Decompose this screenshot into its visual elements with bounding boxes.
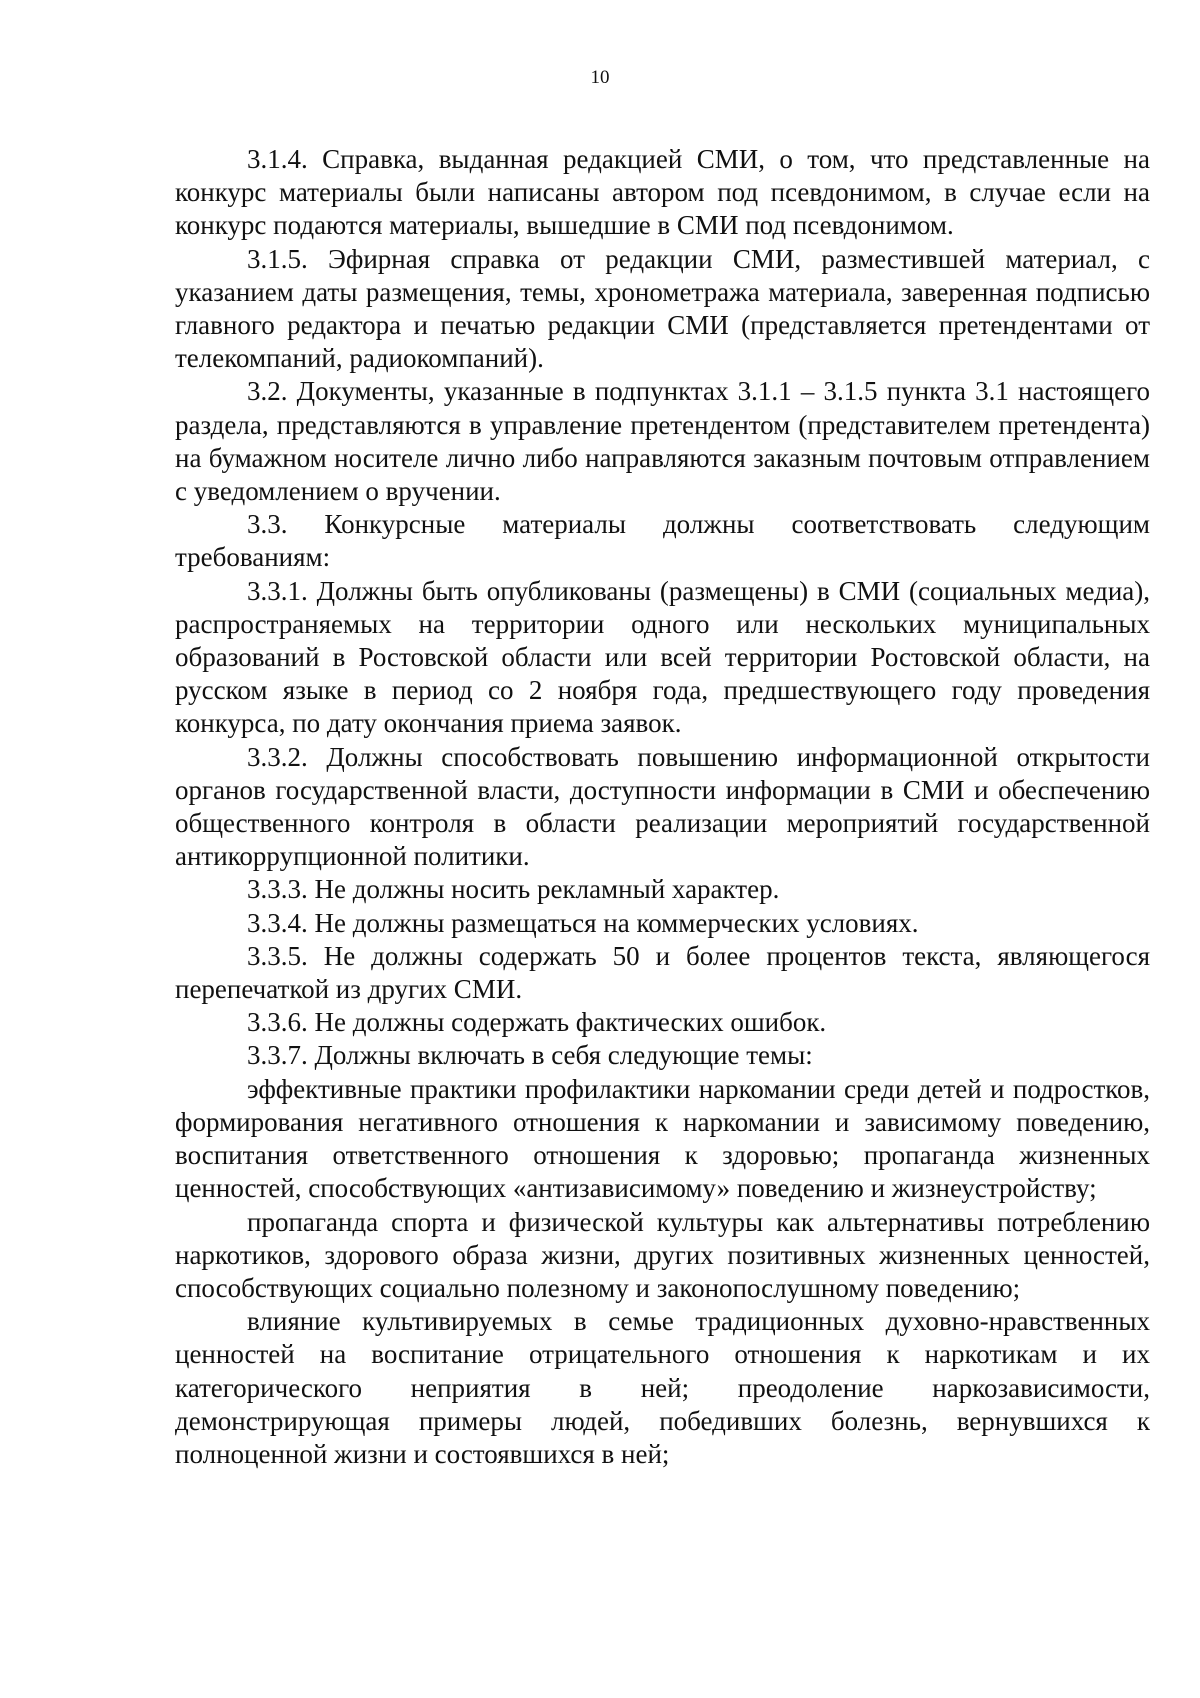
paragraph-3-3-5: 3.3.5. Не должны содержать 50 и более процентов текста, являющегося перепечаткой из других СМИ. xyxy=(175,940,1150,1005)
paragraph-3-3-4: 3.3.4. Не должны размещаться на коммерческих условиях. xyxy=(247,907,919,938)
document-body xyxy=(175,143,1150,1471)
paragraph-3-3-6: 3.3.6. Не должны содержать фактических ошибок. xyxy=(247,1007,827,1038)
topic-paragraph-family-values: влияние культивируемых в семье традиционных духовно-нравственных ценностей на воспитание отрицательного отношения к наркотикам и их категорического неприятия в ней; преодоление наркозависимости, демонстрирующая примеры людей, победивших болезнь, вернувшихся к полноценной жизни и состоявшихся в ней; xyxy=(175,1306,1150,1469)
topic-paragraph-prevention: эффективные практики профилактики наркомании среди детей и подростков, формирования негативного отношения к наркомании и зависимому поведению, воспитания ответственного отношения к здоровью; пропаганда жизненных ценностей, способствующих «антизависимому» поведению и жизнеустройству; xyxy=(175,1073,1150,1204)
page-number: 10 xyxy=(590,67,610,88)
paragraph-3-2: 3.2. Документы, указанные в подпунктах 3.1.1 – 3.1.5 пункта 3.1 настоящего раздела, представляются в управление претендентом (представителем претендента) на бумажном носителе лично либо направляются заказным почтовым отправлением с уведомлением о вручении. xyxy=(175,376,1150,507)
paragraph-3-3: 3.3. Конкурсные материалы должны соответствовать следующим требованиям: xyxy=(175,509,1150,573)
paragraph-3-3-1: 3.3.1. Должны быть опубликованы (размещены) в СМИ (социальных медиа), распространяемых на территории одного или нескольких муниципальных образований в Ростовской области или всей территории Ростовской области, на русском языке в период со 2 ноября года, предшествующего году проведения конкурса, по дату окончания приема заявок. xyxy=(175,575,1150,739)
topic-paragraph-sport: пропаганда спорта и физической культуры как альтернативы потреблению наркотиков, здорового образа жизни, других позитивных жизненных ценностей, способствующих социально полезному и законопослушному поведению; xyxy=(175,1206,1150,1303)
paragraph-3-1-5: 3.1.5. Эфирная справка от редакции СМИ, разместившей материал, с указанием даты размещения, темы, хронометража материала, заверенная подписью главного редактора и печатью редакции СМИ (представляется претендентами от телекомпаний, радиокомпаний). xyxy=(175,243,1150,374)
paragraph-3-3-2: 3.3.2. Должны способствовать повышению информационной открытости органов государственной власти, доступности информации в СМИ и обеспечению общественного контроля в области реализации мероприятий государственной антикоррупционной политики. xyxy=(175,741,1150,872)
paragraph-3-1-4: 3.1.4. Справка, выданная редакцией СМИ, о том, что представленные на конкурс материалы были написаны автором под псевдонимом, в случае если на конкурс подаются материалы, вышедшие в СМИ под псевдонимом. xyxy=(175,144,1150,241)
paragraph-3-3-7: 3.3.7. Должны включать в себя следующие темы: xyxy=(247,1040,813,1071)
paragraph-3-3-3: 3.3.3. Не должны носить рекламный характер. xyxy=(247,874,780,905)
